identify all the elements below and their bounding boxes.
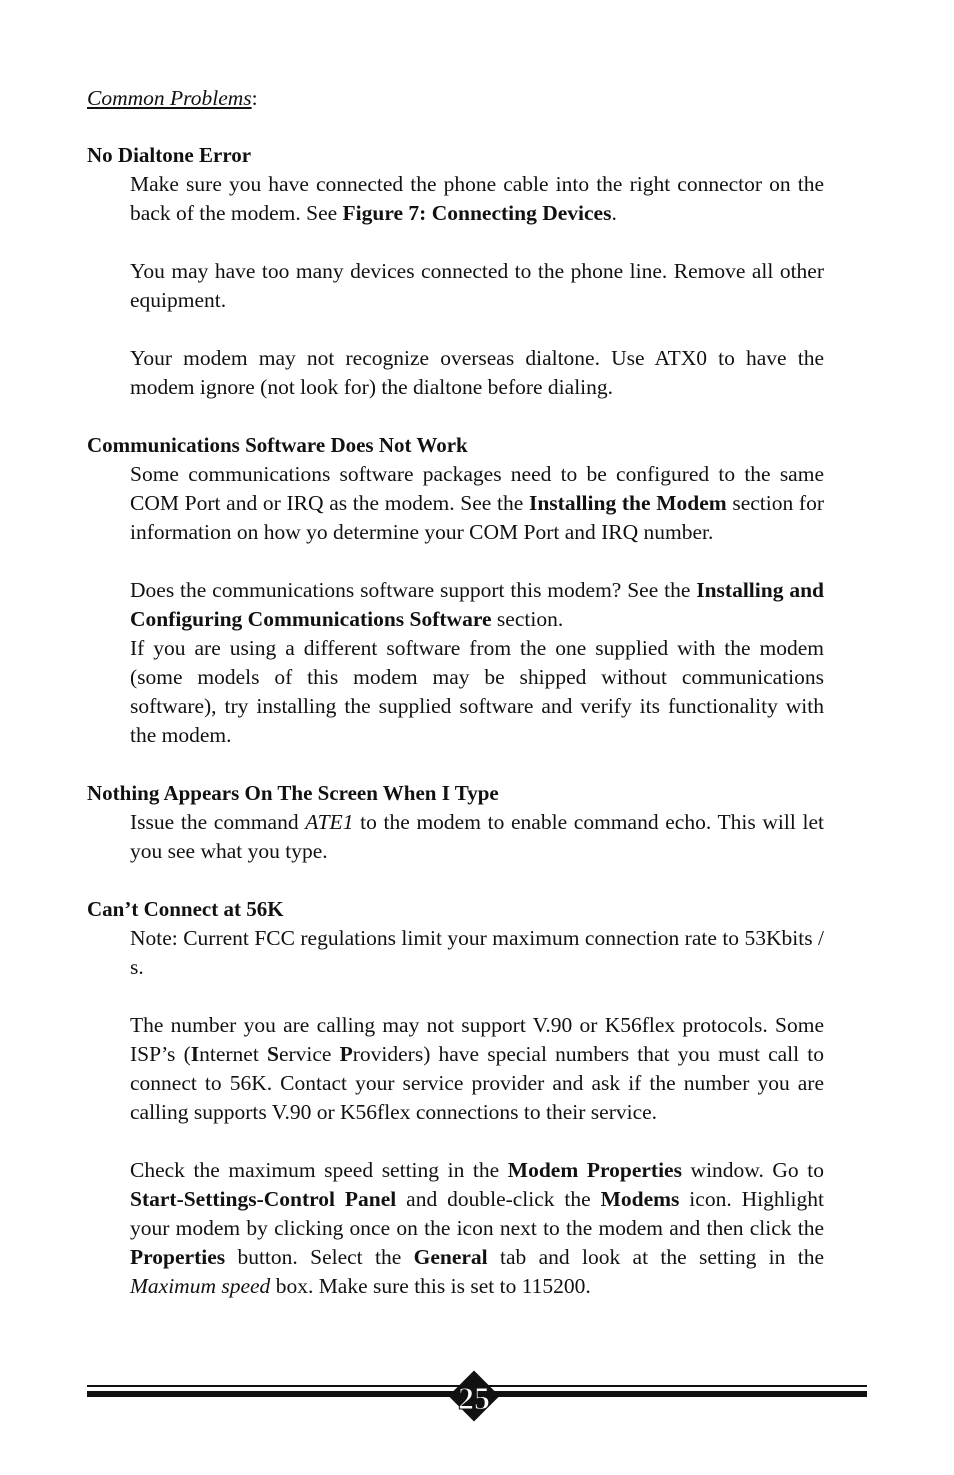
section-no-echo [87,779,824,866]
section-comm-software [87,431,824,750]
section-heading: No Dialtone Error [87,143,252,167]
paragraph: Make sure you have connected the phone cable into the right connector on the back of the modem. See Figure 7: Connecting Devices. [130,172,824,225]
page-number: 25 [458,1380,490,1416]
section-heading: Nothing Appears On The Screen When I Type [87,781,499,805]
paragraph: Some communications software packages need to be configured to the same COM Port and or IRQ as the modem. See the Installing the Modem section for information on how yo determine your COM Port and IRQ number. [130,462,825,544]
paragraph: Your modem may not recognize overseas dialtone. Use ATX0 to have the modem ignore (not look for) the dialtone before dialing. [130,346,824,399]
paragraph: The number you are calling may not support V.90 or K56flex protocols. Some ISP’s (Internet Service Providers) have special numbers that you must call to connect to 56K. Contact your service provider and ask if the number you are calling supports V.90 or K56flex connections to their service. [130,1013,824,1124]
manual-page [87,84,824,1330]
page-footer [87,1380,867,1419]
section-no-dialtone [87,141,824,402]
paragraph: Check the maximum speed setting in the Modem Properties window. Go to Start-Settings-Control Panel and double-click the Modems icon. Highlight your modem by clicking once on the icon next to the modem and then click the Properties button. Select the General tab and look at the setting in the Maximum speed box. Make sure this is set to 115200. [130,1158,825,1298]
intro-line: Common Problems: [87,86,258,110]
paragraph: Note: Current FCC regulations limit your maximum connection rate to 53Kbits / s. [130,926,824,979]
section-56k [87,895,824,1301]
section-heading: Can’t Connect at 56K [87,897,284,921]
section-heading: Communications Software Does Not Work [87,433,468,457]
paragraph: Does the communications software support this modem? See the Installing and Configuring Communications Software section. [130,578,824,631]
common-problems-label: Common Problems [87,86,252,110]
paragraph: Issue the command ATE1 to the modem to enable command echo. This will let you see what you type. [130,810,824,863]
paragraph: If you are using a different software from the one supplied with the modem (some models of this modem may be shipped without communications software), try installing the supplied software and verify its functionality with the modem. [130,636,824,747]
paragraph: You may have too many devices connected to the phone line. Remove all other equipment. [130,259,824,312]
